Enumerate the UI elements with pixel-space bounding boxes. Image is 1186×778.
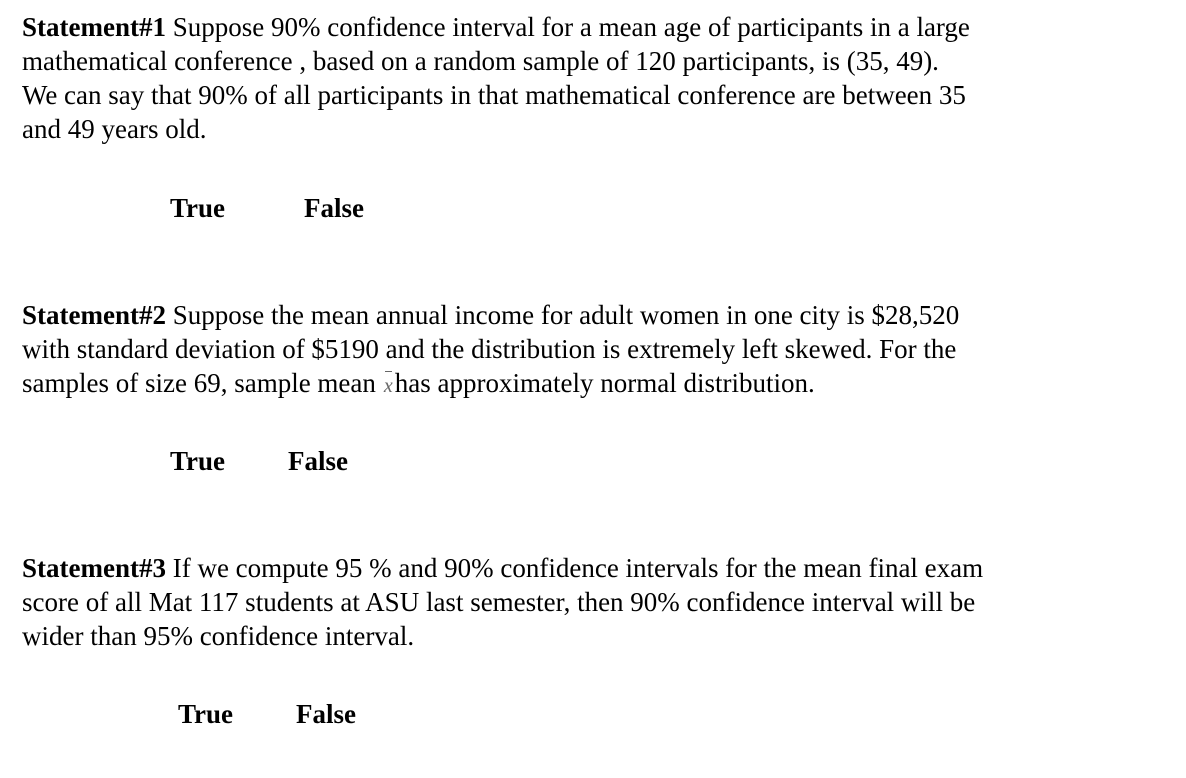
statement-1-line-3: We can say that 90% of all participants in that mathematical conference are between 35 bbox=[22, 80, 966, 110]
statement-1-line-2: mathematical conference , based on a random sample of 120 participants, is (35, 49). bbox=[22, 46, 939, 76]
statement-2-label: Statement#2 bbox=[22, 300, 166, 330]
statement-2-line-2: with standard deviation of $5190 and the distribution is extremely left skewed. For the bbox=[22, 334, 957, 364]
statement-1-label: Statement#1 bbox=[22, 12, 166, 42]
statement-2-line-1 bbox=[22, 298, 1172, 332]
statement-1-line-1 bbox=[22, 10, 1172, 44]
statement-1-line-4: and 49 years old. bbox=[22, 114, 207, 144]
statement-3 bbox=[22, 551, 1172, 653]
statement-2-text-3-tail: has approximately normal distribution. bbox=[394, 368, 815, 398]
statement-2-text-1: Suppose the mean annual income for adult women in one city is $28,520 bbox=[165, 300, 960, 330]
statement-3-line-2: score of all Mat 117 students at ASU last semester, then 90% confidence interval will be bbox=[22, 587, 976, 617]
statement-2-line-3 bbox=[22, 366, 1172, 403]
statement-2-true-option[interactable]: True bbox=[170, 446, 225, 476]
statement-1-true-option[interactable]: True bbox=[170, 193, 225, 223]
statement-3-line-3: wider than 95% confidence interval. bbox=[22, 621, 415, 651]
statement-3-line-1 bbox=[22, 551, 1172, 585]
statement-1 bbox=[22, 10, 1172, 146]
statement-1-text-1: Suppose 90% confidence interval for a mean age of participants in a large bbox=[165, 12, 970, 42]
statement-1-false-option[interactable]: False bbox=[304, 193, 364, 223]
statement-3-label: Statement#3 bbox=[22, 553, 166, 583]
statement-3-text-1: If we compute 95 % and 90% confidence intervals for the mean final exam bbox=[165, 553, 984, 583]
statement-2 bbox=[22, 298, 1172, 403]
statement-3-true-option[interactable]: True bbox=[178, 699, 233, 729]
statement-3-false-option[interactable]: False bbox=[296, 699, 356, 729]
statement-2-false-option[interactable]: False bbox=[288, 446, 348, 476]
statement-2-text-3: samples of size 69, sample mean bbox=[22, 368, 376, 398]
x-bar-symbol: x bbox=[384, 369, 393, 403]
